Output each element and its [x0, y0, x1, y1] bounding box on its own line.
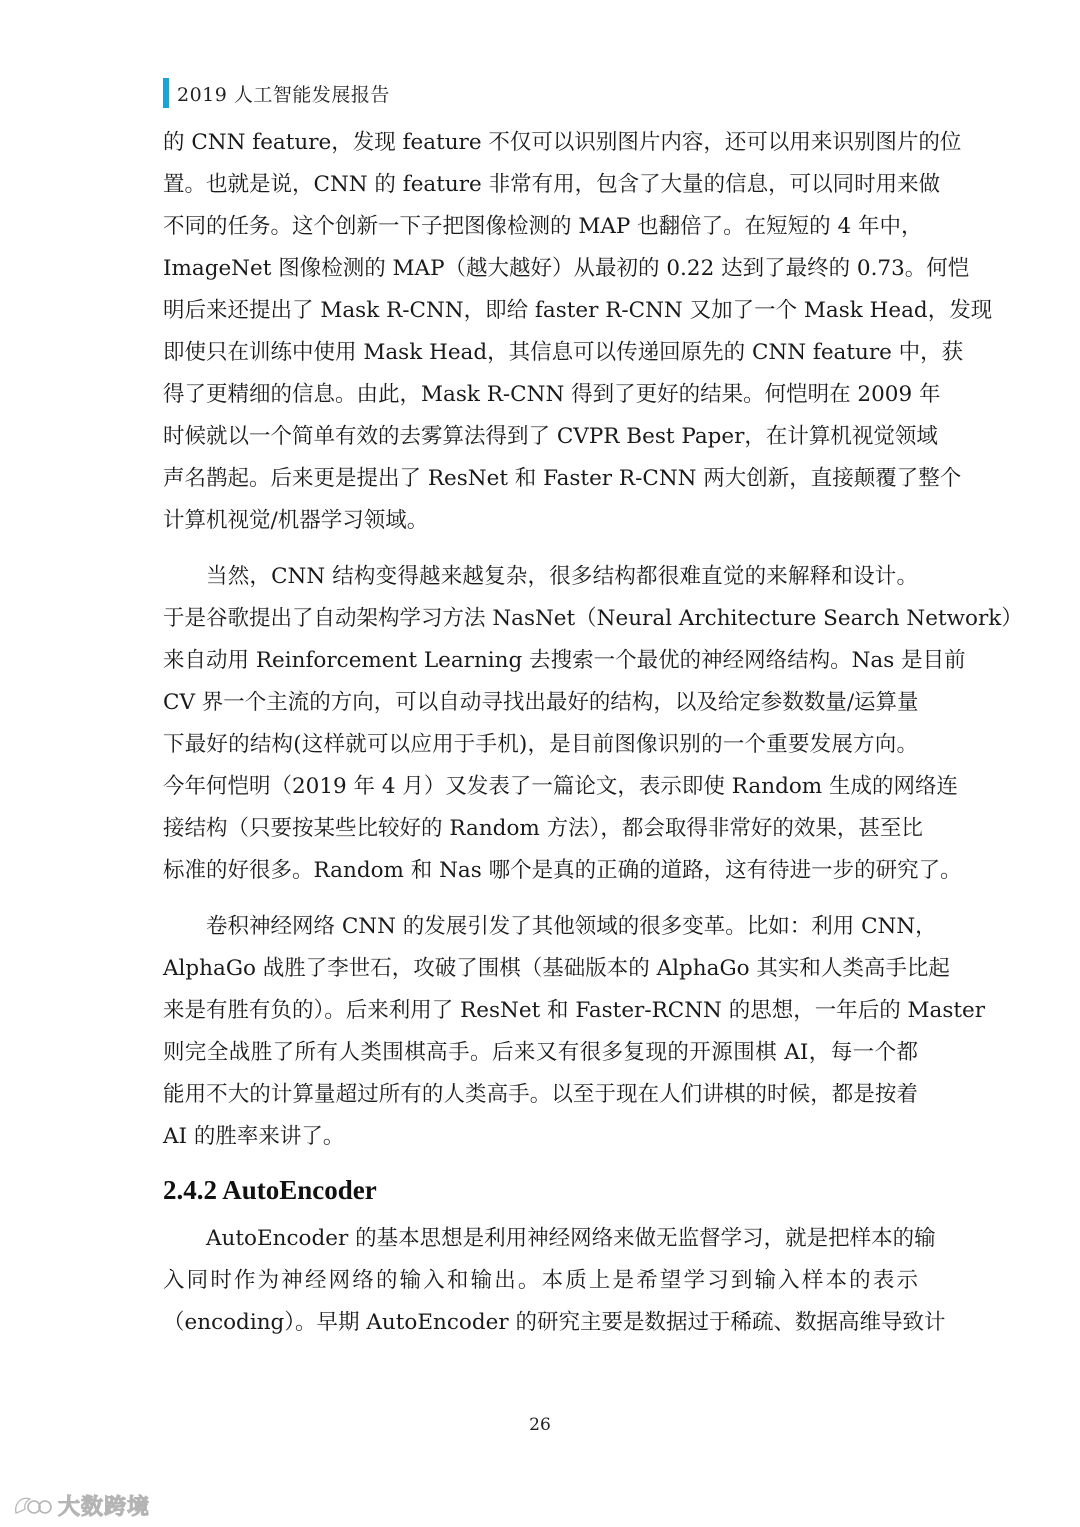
- text-line: AI 的胜率来讲了。: [163, 1124, 345, 1149]
- text-line: 的 CNN feature，发现 feature 不仅可以识别图片内容，还可以用来识别图片的位: [163, 130, 962, 155]
- text-line: 入同时作为神经网络的输入和输出。本质上是希望学习到输入样本的表示: [163, 1268, 918, 1293]
- document-body: [163, 122, 1023, 1344]
- text-line: 于是谷歌提出了自动架构学习方法 NasNet（Neural Architecture Search Network）: [163, 606, 1023, 631]
- header-title: 2019 人工智能发展报告: [177, 83, 390, 106]
- watermark-logo-icon: [12, 1493, 52, 1519]
- text-line: 不同的任务。这个创新一下子把图像检测的 MAP 也翻倍了。在短短的 4 年中，: [163, 214, 923, 239]
- text-line: 标准的好很多。Random 和 Nas 哪个是真的正确的道路，这有待进一步的研究了。: [163, 858, 962, 883]
- text-line: 则完全战胜了所有人类围棋高手。后来又有很多复现的开源围棋 AI，每一个都: [163, 1040, 918, 1065]
- text-line: 今年何恺明（2019 年 4 月）又发表了一篇论文，表示即使 Random 生成的网络连: [163, 774, 959, 799]
- section-paragraph: [163, 1218, 946, 1344]
- text-line: 能用不大的计算量超过所有的人类高手。以至于现在人们讲棋的时候，都是按着: [163, 1082, 918, 1107]
- text-line: 当然，CNN 结构变得越来越复杂，很多结构都很难直觉的来解释和设计。: [206, 564, 918, 589]
- page-header: [163, 78, 390, 108]
- text-line: AlphaGo 战胜了李世石，攻破了围棋（基础版本的 AlphaGo 其实和人类高手比起: [163, 956, 950, 981]
- text-line: AutoEncoder 的基本思想是利用神经网络来做无监督学习，就是把样本的输: [206, 1226, 936, 1251]
- paragraph-3: [163, 906, 986, 1158]
- text-line: 来是有胜有负的）。后来利用了 ResNet 和 Faster-RCNN 的思想，一年后的 Master: [163, 998, 986, 1023]
- text-line: CV 界一个主流的方向，可以自动寻找出最好的结构，以及给定参数数量/运算量: [163, 690, 919, 715]
- page-number: 26: [529, 1415, 551, 1435]
- text-line: 置。也就是说，CNN 的 feature 非常有用，包含了大量的信息，可以同时用来做: [163, 172, 941, 197]
- text-line: 得了更精细的信息。由此，Mask R-CNN 得到了更好的结果。何恺明在 2009 年: [163, 382, 941, 407]
- text-line: 卷积神经网络 CNN 的发展引发了其他领域的很多变革。比如：利用 CNN，: [206, 914, 937, 939]
- paragraph-1: [163, 122, 993, 542]
- header-accent-bar: [163, 78, 169, 108]
- text-line: ImageNet 图像检测的 MAP（越大越好）从最初的 0.22 达到了最终的 0.73。何恺: [163, 256, 970, 281]
- watermark-text: 大数跨境: [58, 1495, 151, 1520]
- watermark: [12, 1490, 150, 1521]
- text-line: 接结构（只要按某些比较好的 Random 方法），都会取得非常好的效果，甚至比: [163, 816, 923, 841]
- text-line: 声名鹊起。后来更是提出了 ResNet 和 Faster R-CNN 两大创新，直接颠覆了整个: [163, 466, 962, 491]
- text-line: 明后来还提出了 Mask R-CNN，即给 faster R-CNN 又加了一个 Mask Head，发现: [163, 298, 993, 323]
- section-heading: 2.4.2 AutoEncoder: [163, 1175, 377, 1205]
- text-line: 计算机视觉/机器学习领域。: [163, 508, 429, 533]
- text-line: 时候就以一个简单有效的去雾算法得到了 CVPR Best Paper，在计算机视觉领域: [163, 424, 938, 449]
- text-line: （encoding）。早期 AutoEncoder 的研究主要是数据过于稀疏、数据高维导致计: [163, 1310, 946, 1335]
- text-line: 下最好的结构(这样就可以应用于手机)，是目前图像识别的一个重要发展方向。: [163, 732, 918, 757]
- paragraph-2: [163, 556, 1023, 892]
- text-line: 来自动用 Reinforcement Learning 去搜索一个最优的神经网络结构。Nas 是目前: [163, 648, 966, 673]
- text-line: 即使只在训练中使用 Mask Head，其信息可以传递回原先的 CNN feature 中，获: [163, 340, 964, 365]
